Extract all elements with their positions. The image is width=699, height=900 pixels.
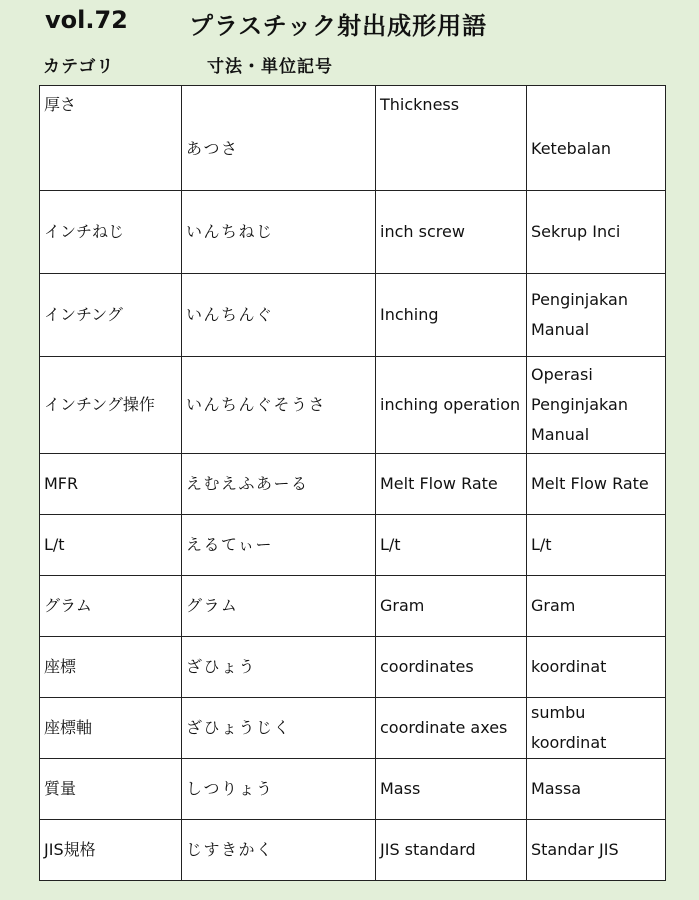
english-cell: coordinate axes (376, 698, 527, 759)
table-row (40, 274, 666, 357)
table-row (40, 357, 666, 454)
english-cell: inching operation (376, 357, 527, 454)
indonesian-cell: koordinat (527, 637, 666, 698)
indonesian-cell: Standar JIS (527, 820, 666, 881)
term-cell: インチねじ (40, 191, 182, 274)
indonesian-cell: Ketebalan (527, 86, 666, 191)
category-value: 寸法・単位記号 (207, 57, 333, 77)
reading-cell: いんちねじ (182, 191, 376, 274)
reading-cell: グラム (182, 576, 376, 637)
term-cell: 座標軸 (40, 698, 182, 759)
english-cell: inch screw (376, 191, 527, 274)
indonesian-cell: Melt Flow Rate (527, 454, 666, 515)
term-cell: L/t (40, 515, 182, 576)
table-row (40, 698, 666, 759)
table-row (40, 820, 666, 881)
terms-table (39, 85, 666, 881)
table-row (40, 637, 666, 698)
term-cell: グラム (40, 576, 182, 637)
term-cell: インチング操作 (40, 357, 182, 454)
table-row (40, 191, 666, 274)
reading-cell: あつさ (182, 86, 376, 191)
term-cell: MFR (40, 454, 182, 515)
table-row (40, 759, 666, 820)
reading-cell: えるてぃー (182, 515, 376, 576)
english-cell: Gram (376, 576, 527, 637)
indonesian-cell: sumbu koordinat (527, 698, 666, 759)
indonesian-cell: Gram (527, 576, 666, 637)
english-cell: L/t (376, 515, 527, 576)
page-header (0, 0, 699, 85)
reading-cell: ざひょうじく (182, 698, 376, 759)
indonesian-cell: Penginjakan Manual (527, 274, 666, 357)
english-cell: JIS standard (376, 820, 527, 881)
table-row (40, 86, 666, 191)
table-row (40, 515, 666, 576)
reading-cell: いんちんぐ (182, 274, 376, 357)
table-row (40, 576, 666, 637)
term-cell: インチング (40, 274, 182, 357)
english-cell: Inching (376, 274, 527, 357)
reading-cell: ざひょう (182, 637, 376, 698)
indonesian-cell: Massa (527, 759, 666, 820)
page-title: プラスチック射出成形用語 (189, 12, 488, 40)
english-cell: Melt Flow Rate (376, 454, 527, 515)
indonesian-cell: Operasi Penginjakan Manual (527, 357, 666, 454)
table-row (40, 454, 666, 515)
term-cell: 厚さ (40, 86, 182, 191)
reading-cell: いんちんぐそうさ (182, 357, 376, 454)
volume-number: vol.72 (45, 6, 128, 34)
indonesian-cell: Sekrup Inci (527, 191, 666, 274)
english-cell: Mass (376, 759, 527, 820)
category-label: カテゴリ (43, 57, 115, 77)
reading-cell: じすきかく (182, 820, 376, 881)
english-cell: Thickness (376, 86, 527, 191)
term-cell: 質量 (40, 759, 182, 820)
term-cell: 座標 (40, 637, 182, 698)
indonesian-cell: L/t (527, 515, 666, 576)
reading-cell: えむえふあーる (182, 454, 376, 515)
reading-cell: しつりょう (182, 759, 376, 820)
term-cell: JIS規格 (40, 820, 182, 881)
english-cell: coordinates (376, 637, 527, 698)
